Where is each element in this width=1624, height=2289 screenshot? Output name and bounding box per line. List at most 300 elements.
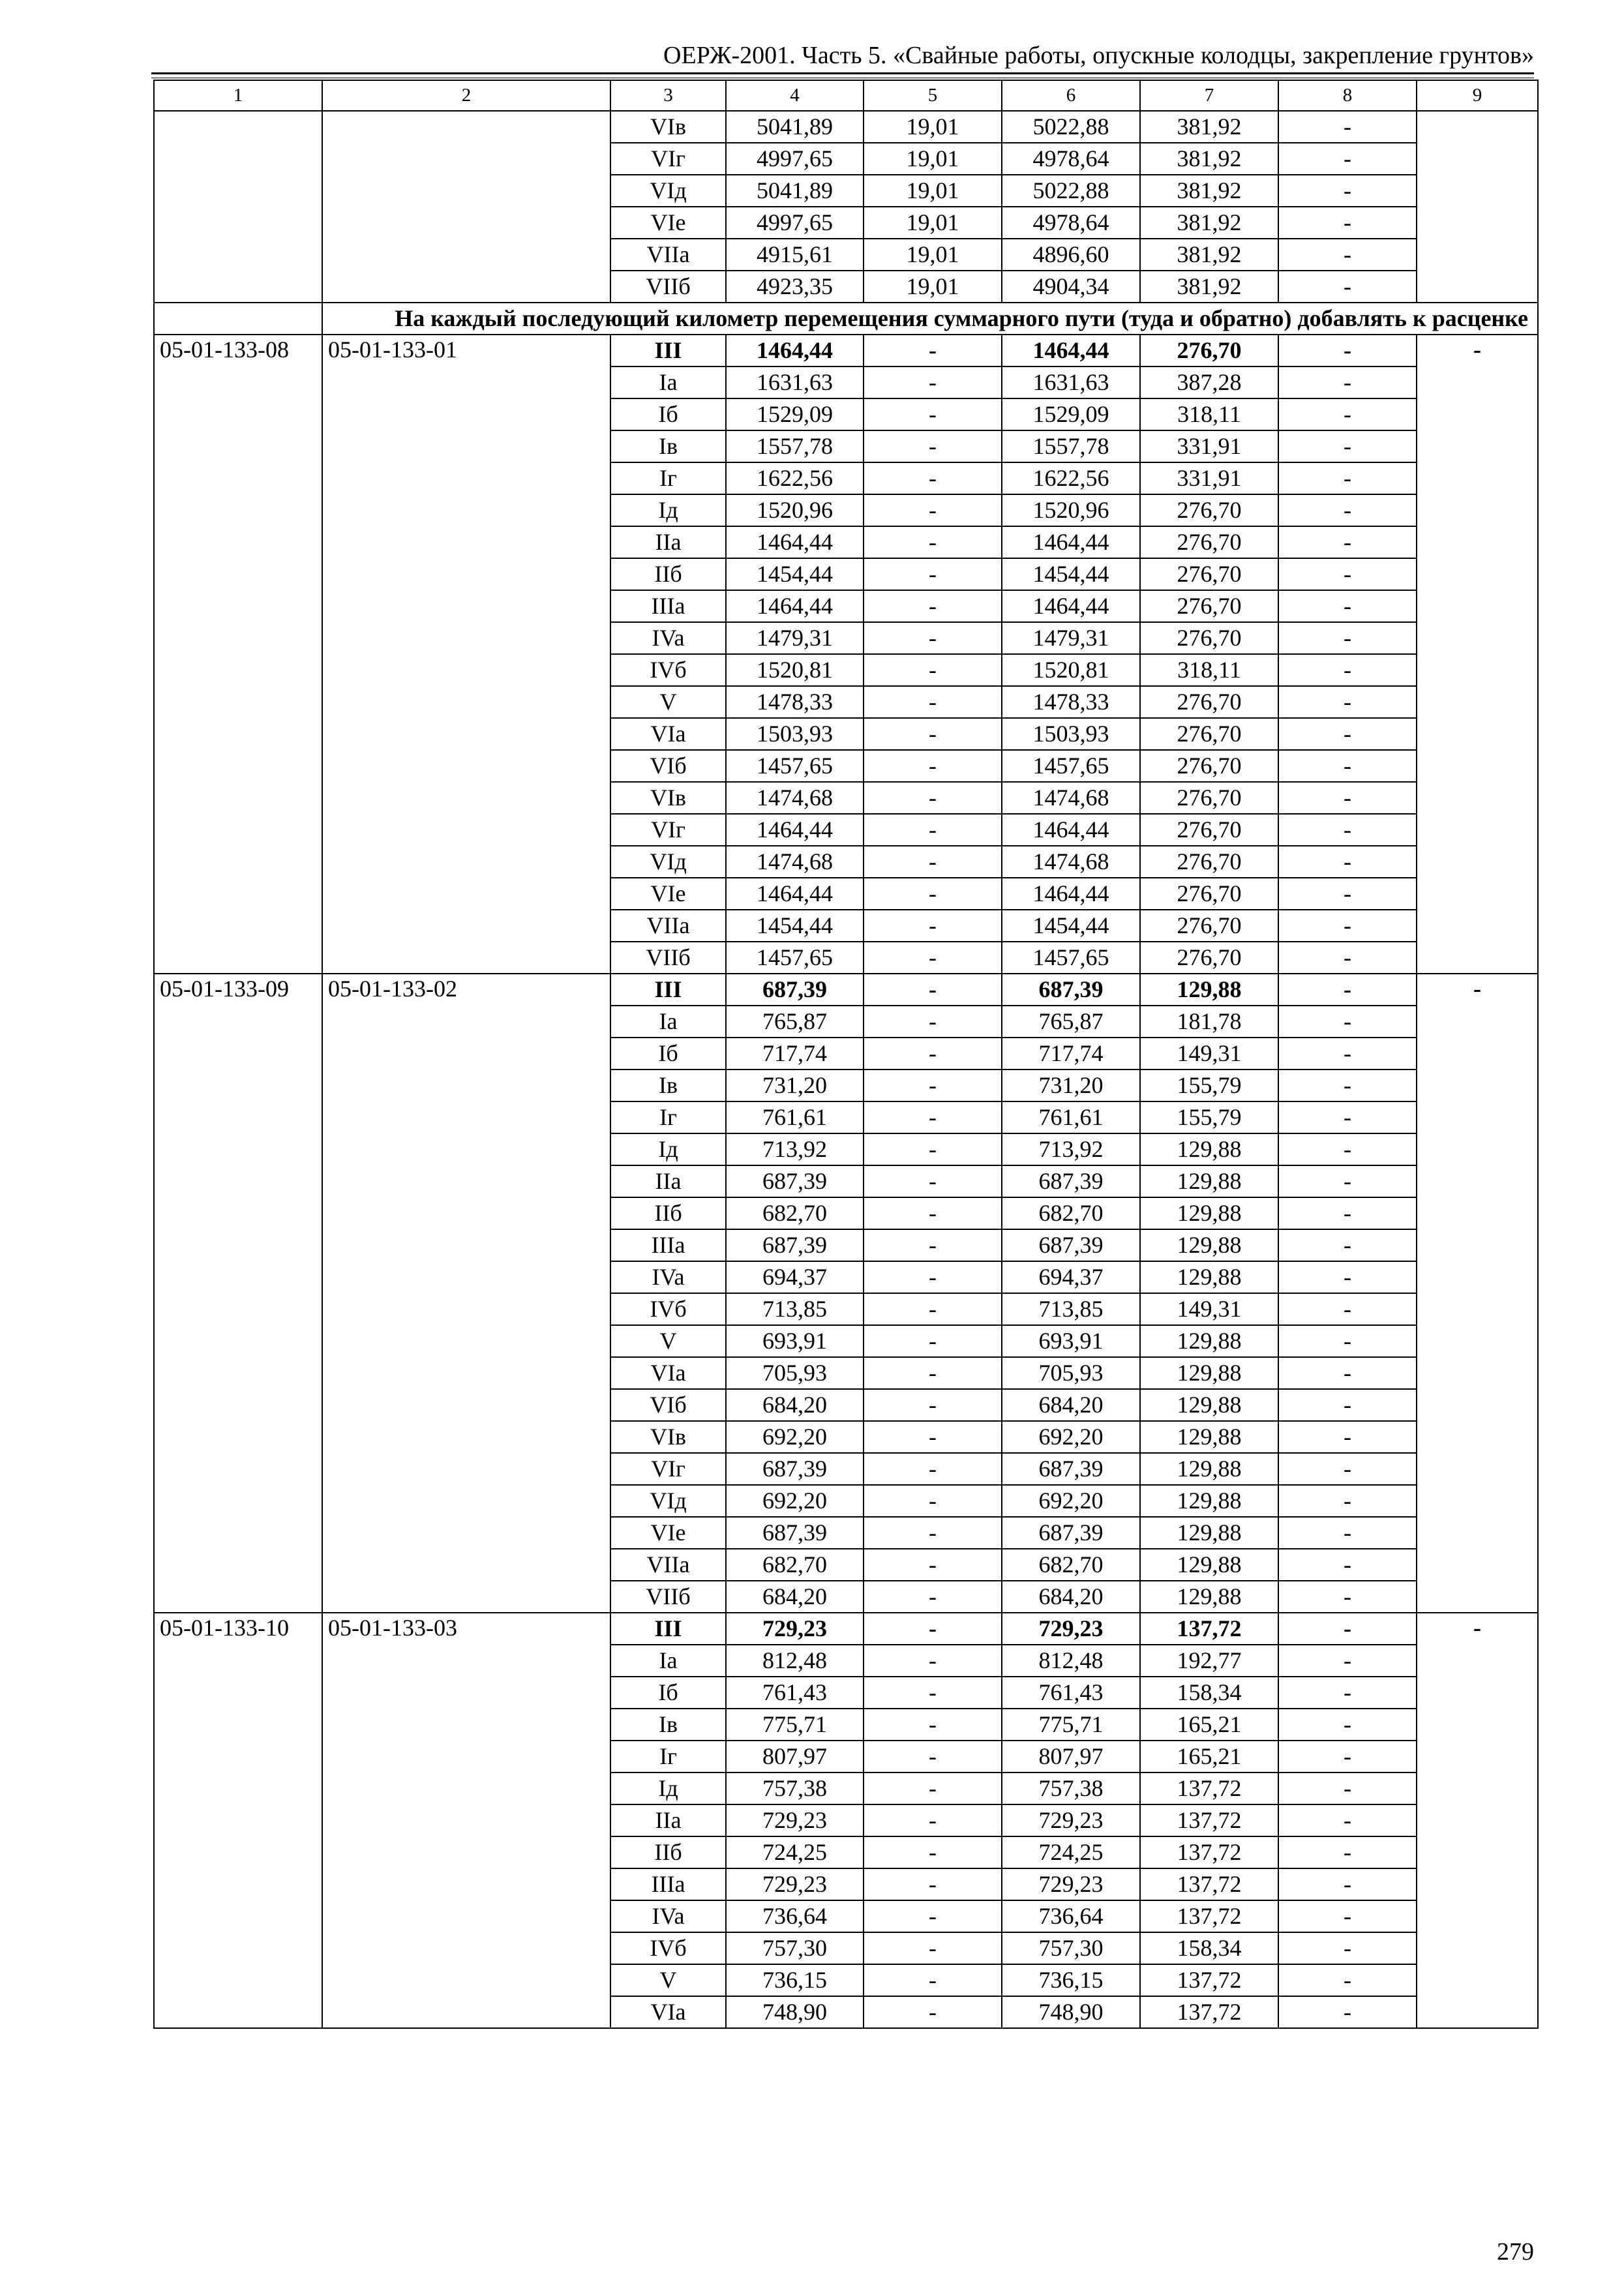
- materials-cost-cell: 761,61: [1002, 1101, 1140, 1133]
- grade-cell: VIa: [610, 718, 726, 750]
- grade-cell: VIe: [610, 207, 726, 239]
- running-header: ОЕРЖ-2001. Часть 5. «Свайные работы, опускные колодцы, закрепление грунтов»: [663, 42, 1534, 69]
- materials-cost-cell: 1631,63: [1002, 367, 1140, 398]
- grade-cell: IIIa: [610, 1229, 726, 1261]
- machine-cost-cell: -: [864, 1453, 1002, 1485]
- column-number-cell: 2: [322, 80, 610, 111]
- materials-cost-cell: 1474,68: [1002, 846, 1140, 878]
- machine-cost-cell: -: [864, 750, 1002, 782]
- materials-cost-cell: 684,20: [1002, 1581, 1140, 1613]
- extra-cost-cell: -: [1278, 1773, 1417, 1804]
- labour-cost-cell: 381,92: [1140, 271, 1278, 303]
- grade-cell: IVб: [610, 1932, 726, 1964]
- grade-cell: VIIб: [610, 271, 726, 303]
- extra-cost-cell: -: [1278, 1485, 1417, 1517]
- materials-cost-cell: 1557,78: [1002, 430, 1140, 462]
- extra-cost-cell: -: [1278, 1996, 1417, 2028]
- grade-cell: Iд: [610, 1773, 726, 1804]
- materials-cost-cell: 1454,44: [1002, 910, 1140, 942]
- machine-cost-cell: -: [864, 1006, 1002, 1038]
- direct-cost-cell: 1631,63: [726, 367, 864, 398]
- machine-cost-cell: -: [864, 1677, 1002, 1709]
- materials-cost-cell: 684,20: [1002, 1389, 1140, 1421]
- materials-cost-cell: 1503,93: [1002, 718, 1140, 750]
- grade-cell: IIa: [610, 1165, 726, 1197]
- labour-cost-cell: 137,72: [1140, 1900, 1278, 1932]
- extra-cost-cell: -: [1278, 1261, 1417, 1293]
- labour-cost-cell: 276,70: [1140, 590, 1278, 622]
- materials-cost-cell: 713,85: [1002, 1293, 1140, 1325]
- grade-cell: IVa: [610, 622, 726, 654]
- direct-cost-cell: 687,39: [726, 1517, 864, 1549]
- direct-cost-cell: 693,91: [726, 1325, 864, 1357]
- direct-cost-cell: 692,20: [726, 1421, 864, 1453]
- labour-cost-cell: 137,72: [1140, 1964, 1278, 1996]
- extra-cost-cell: -: [1278, 207, 1417, 239]
- machine-cost-cell: -: [864, 494, 1002, 526]
- machine-cost-cell: -: [864, 1804, 1002, 1836]
- direct-cost-cell: 1478,33: [726, 686, 864, 718]
- grade-cell: V: [610, 686, 726, 718]
- extra-cost-cell: -: [1278, 1293, 1417, 1325]
- extra-cost-cell: -: [1278, 1165, 1417, 1197]
- labour-cost-cell: 381,92: [1140, 239, 1278, 271]
- direct-cost-cell: 684,20: [726, 1389, 864, 1421]
- labour-cost-cell: 155,79: [1140, 1070, 1278, 1101]
- extra-cost-cell: -: [1278, 143, 1417, 175]
- direct-cost-cell: 812,48: [726, 1645, 864, 1677]
- grade-cell: VIв: [610, 782, 726, 814]
- direct-cost-cell: 713,85: [726, 1293, 864, 1325]
- labour-cost-cell: 276,70: [1140, 942, 1278, 974]
- extra-cost-cell: -: [1278, 1325, 1417, 1357]
- direct-cost-cell: 1464,44: [726, 590, 864, 622]
- grade-cell: IIIa: [610, 1868, 726, 1900]
- extra-cost-cell: -: [1278, 1229, 1417, 1261]
- machine-cost-cell: -: [864, 1357, 1002, 1389]
- rate-code-cell: 05-01-133-10: [154, 1613, 322, 2028]
- extra-cost-cell: -: [1278, 1964, 1417, 1996]
- labour-cost-cell: 331,91: [1140, 462, 1278, 494]
- extra-cost-cell: -: [1278, 1357, 1417, 1389]
- column-number-cell: 1: [154, 80, 322, 111]
- grade-cell: Iв: [610, 1070, 726, 1101]
- machine-cost-cell: -: [864, 1133, 1002, 1165]
- labour-cost-cell: 137,72: [1140, 1996, 1278, 2028]
- column-number-row: [154, 80, 1538, 111]
- grade-cell: VIб: [610, 750, 726, 782]
- extra-cost-cell: -: [1278, 1900, 1417, 1932]
- labour-cost-cell: 129,88: [1140, 1549, 1278, 1581]
- materials-cost-cell: 748,90: [1002, 1996, 1140, 2028]
- direct-cost-cell: 1464,44: [726, 526, 864, 558]
- labour-cost-cell: 158,34: [1140, 1677, 1278, 1709]
- materials-cost-cell: 1622,56: [1002, 462, 1140, 494]
- direct-cost-cell: 1474,68: [726, 846, 864, 878]
- labour-cost-cell: 276,70: [1140, 718, 1278, 750]
- code-cell-empty: [154, 111, 322, 303]
- extra-cost-cell: -: [1278, 1836, 1417, 1868]
- extra-cost-cell: -: [1278, 942, 1417, 974]
- labour-cost-cell: 181,78: [1140, 1006, 1278, 1038]
- grade-cell: IVб: [610, 1293, 726, 1325]
- grade-cell: VIв: [610, 1421, 726, 1453]
- materials-cost-cell: 4978,64: [1002, 207, 1140, 239]
- grade-cell: Ia: [610, 367, 726, 398]
- note-indent-cell: [154, 303, 322, 335]
- direct-cost-cell: 757,38: [726, 1773, 864, 1804]
- grade-cell: Iг: [610, 1741, 726, 1773]
- materials-cost-cell: 757,30: [1002, 1932, 1140, 1964]
- direct-cost-cell: 705,93: [726, 1357, 864, 1389]
- direct-cost-cell: 1464,44: [726, 878, 864, 910]
- labour-cost-cell: 276,70: [1140, 910, 1278, 942]
- extra-cost-cell: -: [1278, 398, 1417, 430]
- direct-cost-cell: 1464,44: [726, 335, 864, 367]
- labour-cost-cell: 149,31: [1140, 1293, 1278, 1325]
- machine-cost-cell: -: [864, 974, 1002, 1006]
- direct-cost-cell: 682,70: [726, 1549, 864, 1581]
- grade-cell: VIa: [610, 1357, 726, 1389]
- column-number-cell: 7: [1140, 80, 1278, 111]
- materials-cost-cell: 1464,44: [1002, 814, 1140, 846]
- column-number-cell: 8: [1278, 80, 1417, 111]
- labour-cost-cell: 137,72: [1140, 1804, 1278, 1836]
- direct-cost-cell: 729,23: [726, 1613, 864, 1645]
- grade-cell: VIe: [610, 1517, 726, 1549]
- machine-cost-cell: -: [864, 1581, 1002, 1613]
- direct-cost-cell: 687,39: [726, 974, 864, 1006]
- materials-cost-cell: 1464,44: [1002, 878, 1140, 910]
- machine-cost-cell: 19,01: [864, 143, 1002, 175]
- labour-cost-cell: 331,91: [1140, 430, 1278, 462]
- extra-cost-cell: -: [1278, 814, 1417, 846]
- materials-cost-cell: 4896,60: [1002, 239, 1140, 271]
- grade-cell: IIa: [610, 1804, 726, 1836]
- direct-cost-cell: 687,39: [726, 1453, 864, 1485]
- materials-cost-cell: 692,20: [1002, 1485, 1140, 1517]
- materials-cost-cell: 5022,88: [1002, 111, 1140, 143]
- direct-cost-cell: 1503,93: [726, 718, 864, 750]
- labour-cost-cell: 276,70: [1140, 782, 1278, 814]
- materials-cost-cell: 812,48: [1002, 1645, 1140, 1677]
- materials-cost-cell: 775,71: [1002, 1709, 1140, 1741]
- column-number-cell: 6: [1002, 80, 1140, 111]
- direct-cost-cell: 1454,44: [726, 558, 864, 590]
- direct-cost-cell: 765,87: [726, 1006, 864, 1038]
- labour-cost-cell: 276,70: [1140, 526, 1278, 558]
- extra-cost-cell: -: [1278, 590, 1417, 622]
- labour-cost-cell: 129,88: [1140, 1517, 1278, 1549]
- grade-cell: VIIб: [610, 942, 726, 974]
- materials-cost-cell: 687,39: [1002, 1517, 1140, 1549]
- grade-cell: VIIa: [610, 1549, 726, 1581]
- grade-cell: Iд: [610, 494, 726, 526]
- column-9-cell: -: [1417, 1613, 1538, 2028]
- direct-cost-cell: 729,23: [726, 1868, 864, 1900]
- extra-cost-cell: -: [1278, 1645, 1417, 1677]
- direct-cost-cell: 1520,96: [726, 494, 864, 526]
- grade-cell: VIб: [610, 1389, 726, 1421]
- extra-cost-cell: -: [1278, 239, 1417, 271]
- grade-cell: Iг: [610, 462, 726, 494]
- labour-cost-cell: 137,72: [1140, 1773, 1278, 1804]
- labour-cost-cell: 137,72: [1140, 1836, 1278, 1868]
- machine-cost-cell: -: [864, 782, 1002, 814]
- extra-cost-cell: -: [1278, 1868, 1417, 1900]
- labour-cost-cell: 165,21: [1140, 1741, 1278, 1773]
- direct-cost-cell: 1622,56: [726, 462, 864, 494]
- materials-cost-cell: 713,92: [1002, 1133, 1140, 1165]
- labour-cost-cell: 381,92: [1140, 175, 1278, 207]
- labour-cost-cell: 381,92: [1140, 111, 1278, 143]
- labour-cost-cell: 129,88: [1140, 1165, 1278, 1197]
- labour-cost-cell: 276,70: [1140, 622, 1278, 654]
- grade-cell: Iг: [610, 1101, 726, 1133]
- materials-cost-cell: 705,93: [1002, 1357, 1140, 1389]
- materials-cost-cell: 4978,64: [1002, 143, 1140, 175]
- labour-cost-cell: 129,88: [1140, 974, 1278, 1006]
- direct-cost-cell: 748,90: [726, 1996, 864, 2028]
- direct-cost-cell: 687,39: [726, 1229, 864, 1261]
- machine-cost-cell: -: [864, 1101, 1002, 1133]
- materials-cost-cell: 1520,81: [1002, 654, 1140, 686]
- machine-cost-cell: -: [864, 1229, 1002, 1261]
- direct-cost-cell: 775,71: [726, 1709, 864, 1741]
- machine-cost-cell: -: [864, 1485, 1002, 1517]
- grade-cell: Iб: [610, 1677, 726, 1709]
- extra-cost-cell: -: [1278, 1932, 1417, 1964]
- materials-cost-cell: 1529,09: [1002, 398, 1140, 430]
- extra-cost-cell: -: [1278, 1549, 1417, 1581]
- grade-cell: Iв: [610, 430, 726, 462]
- extra-cost-cell: -: [1278, 1741, 1417, 1773]
- machine-cost-cell: -: [864, 718, 1002, 750]
- direct-cost-cell: 4915,61: [726, 239, 864, 271]
- grade-cell: IIб: [610, 1197, 726, 1229]
- materials-cost-cell: 682,70: [1002, 1197, 1140, 1229]
- extra-cost-cell: -: [1278, 1389, 1417, 1421]
- direct-cost-cell: 1520,81: [726, 654, 864, 686]
- machine-cost-cell: -: [864, 367, 1002, 398]
- direct-cost-cell: 757,30: [726, 1932, 864, 1964]
- materials-cost-cell: 724,25: [1002, 1836, 1140, 1868]
- grade-cell: IIб: [610, 558, 726, 590]
- machine-cost-cell: -: [864, 1197, 1002, 1229]
- table-row: [154, 974, 1538, 1006]
- grade-cell: III: [610, 335, 726, 367]
- machine-cost-cell: -: [864, 1741, 1002, 1773]
- machine-cost-cell: -: [864, 1613, 1002, 1645]
- extra-cost-cell: -: [1278, 462, 1417, 494]
- labour-cost-cell: 165,21: [1140, 1709, 1278, 1741]
- materials-cost-cell: 687,39: [1002, 1229, 1140, 1261]
- extra-cost-cell: -: [1278, 1709, 1417, 1741]
- table-row: [154, 111, 1538, 143]
- materials-cost-cell: 736,64: [1002, 1900, 1140, 1932]
- extra-cost-cell: -: [1278, 1133, 1417, 1165]
- materials-cost-cell: 717,74: [1002, 1038, 1140, 1070]
- direct-cost-cell: 729,23: [726, 1804, 864, 1836]
- materials-cost-cell: 687,39: [1002, 974, 1140, 1006]
- grade-cell: IIIa: [610, 590, 726, 622]
- machine-cost-cell: -: [864, 335, 1002, 367]
- machine-cost-cell: -: [864, 1900, 1002, 1932]
- direct-cost-cell: 684,20: [726, 1581, 864, 1613]
- materials-cost-cell: 761,43: [1002, 1677, 1140, 1709]
- machine-cost-cell: -: [864, 1038, 1002, 1070]
- labour-cost-cell: 149,31: [1140, 1038, 1278, 1070]
- grade-cell: VIд: [610, 1485, 726, 1517]
- direct-cost-cell: 692,20: [726, 1485, 864, 1517]
- materials-cost-cell: 682,70: [1002, 1549, 1140, 1581]
- grade-cell: VIг: [610, 814, 726, 846]
- machine-cost-cell: -: [864, 910, 1002, 942]
- grade-cell: Iб: [610, 1038, 726, 1070]
- extra-cost-cell: -: [1278, 1613, 1417, 1645]
- machine-cost-cell: -: [864, 526, 1002, 558]
- materials-cost-cell: 1464,44: [1002, 590, 1140, 622]
- materials-cost-cell: 736,15: [1002, 1964, 1140, 1996]
- machine-cost-cell: -: [864, 846, 1002, 878]
- extra-cost-cell: -: [1278, 1453, 1417, 1485]
- extra-cost-cell: -: [1278, 910, 1417, 942]
- note-row: [154, 303, 1538, 335]
- labour-cost-cell: 158,34: [1140, 1932, 1278, 1964]
- extra-cost-cell: -: [1278, 111, 1417, 143]
- direct-cost-cell: 682,70: [726, 1197, 864, 1229]
- direct-cost-cell: 736,64: [726, 1900, 864, 1932]
- direct-cost-cell: 687,39: [726, 1165, 864, 1197]
- labour-cost-cell: 129,88: [1140, 1389, 1278, 1421]
- machine-cost-cell: 19,01: [864, 111, 1002, 143]
- grade-cell: IVб: [610, 654, 726, 686]
- extra-cost-cell: -: [1278, 271, 1417, 303]
- direct-cost-cell: 736,15: [726, 1964, 864, 1996]
- materials-cost-cell: 1479,31: [1002, 622, 1140, 654]
- machine-cost-cell: -: [864, 1773, 1002, 1804]
- machine-cost-cell: -: [864, 398, 1002, 430]
- extra-cost-cell: -: [1278, 1197, 1417, 1229]
- base-rate-code-cell: 05-01-133-03: [322, 1613, 610, 2028]
- extra-cost-cell: -: [1278, 686, 1417, 718]
- machine-cost-cell: -: [864, 430, 1002, 462]
- column-number-cell: 5: [864, 80, 1002, 111]
- labour-cost-cell: 276,70: [1140, 814, 1278, 846]
- direct-cost-cell: 4923,35: [726, 271, 864, 303]
- direct-cost-cell: 1529,09: [726, 398, 864, 430]
- extra-cost-cell: -: [1278, 175, 1417, 207]
- extra-cost-cell: -: [1278, 1677, 1417, 1709]
- column-number-cell: 3: [610, 80, 726, 111]
- direct-cost-cell: 1454,44: [726, 910, 864, 942]
- machine-cost-cell: -: [864, 1421, 1002, 1453]
- machine-cost-cell: -: [864, 1293, 1002, 1325]
- extra-cost-cell: -: [1278, 654, 1417, 686]
- direct-cost-cell: 694,37: [726, 1261, 864, 1293]
- extra-cost-cell: -: [1278, 1804, 1417, 1836]
- rate-code-cell: 05-01-133-08: [154, 335, 322, 974]
- grade-cell: IIa: [610, 526, 726, 558]
- extra-cost-cell: -: [1278, 750, 1417, 782]
- extra-cost-cell: -: [1278, 558, 1417, 590]
- machine-cost-cell: -: [864, 1645, 1002, 1677]
- direct-cost-cell: 761,43: [726, 1677, 864, 1709]
- materials-cost-cell: 1457,65: [1002, 750, 1140, 782]
- machine-cost-cell: 19,01: [864, 175, 1002, 207]
- grade-cell: Iб: [610, 398, 726, 430]
- labour-cost-cell: 276,70: [1140, 335, 1278, 367]
- labour-cost-cell: 381,92: [1140, 143, 1278, 175]
- grade-cell: IVa: [610, 1900, 726, 1932]
- direct-cost-cell: 731,20: [726, 1070, 864, 1101]
- materials-cost-cell: 807,97: [1002, 1741, 1140, 1773]
- header-rule-thick: [151, 72, 1534, 74]
- rates-table: [153, 80, 1539, 2029]
- grade-cell: IIб: [610, 1836, 726, 1868]
- column-number-cell: 9: [1417, 80, 1538, 111]
- grade-cell: VIe: [610, 878, 726, 910]
- labour-cost-cell: 129,88: [1140, 1229, 1278, 1261]
- extra-cost-cell: -: [1278, 1517, 1417, 1549]
- column-9-cell: -: [1417, 974, 1538, 1613]
- materials-cost-cell: 1454,44: [1002, 558, 1140, 590]
- page-number: 279: [1497, 2238, 1534, 2266]
- labour-cost-cell: 129,88: [1140, 1485, 1278, 1517]
- grade-cell: VIa: [610, 1996, 726, 2028]
- machine-cost-cell: -: [864, 1517, 1002, 1549]
- grade-cell: VIд: [610, 175, 726, 207]
- grade-cell: Iв: [610, 1709, 726, 1741]
- column-number-cell: 4: [726, 80, 864, 111]
- materials-cost-cell: 5022,88: [1002, 175, 1140, 207]
- machine-cost-cell: -: [864, 1709, 1002, 1741]
- extra-cost-cell: -: [1278, 335, 1417, 367]
- machine-cost-cell: -: [864, 1165, 1002, 1197]
- grade-cell: VIг: [610, 143, 726, 175]
- grade-cell: VIIб: [610, 1581, 726, 1613]
- machine-cost-cell: -: [864, 654, 1002, 686]
- machine-cost-cell: -: [864, 814, 1002, 846]
- materials-cost-cell: 1464,44: [1002, 335, 1140, 367]
- extra-cost-cell: -: [1278, 1070, 1417, 1101]
- direct-cost-cell: 807,97: [726, 1741, 864, 1773]
- direct-cost-cell: 1457,65: [726, 942, 864, 974]
- direct-cost-cell: 717,74: [726, 1038, 864, 1070]
- direct-cost-cell: 4997,65: [726, 207, 864, 239]
- machine-cost-cell: -: [864, 590, 1002, 622]
- labour-cost-cell: 276,70: [1140, 846, 1278, 878]
- extra-cost-cell: -: [1278, 782, 1417, 814]
- labour-cost-cell: 137,72: [1140, 1868, 1278, 1900]
- machine-cost-cell: -: [864, 1261, 1002, 1293]
- materials-cost-cell: 731,20: [1002, 1070, 1140, 1101]
- extra-cost-cell: -: [1278, 430, 1417, 462]
- grade-cell: VIIa: [610, 239, 726, 271]
- grade-cell: V: [610, 1964, 726, 1996]
- labour-cost-cell: 276,70: [1140, 686, 1278, 718]
- grade-cell: Ia: [610, 1006, 726, 1038]
- materials-cost-cell: 4904,34: [1002, 271, 1140, 303]
- extra-cost-cell: -: [1278, 526, 1417, 558]
- direct-cost-cell: 1464,44: [726, 814, 864, 846]
- labour-cost-cell: 276,70: [1140, 750, 1278, 782]
- direct-cost-cell: 1457,65: [726, 750, 864, 782]
- table-row: [154, 1613, 1538, 1645]
- labour-cost-cell: 276,70: [1140, 558, 1278, 590]
- machine-cost-cell: -: [864, 686, 1002, 718]
- materials-cost-cell: 1457,65: [1002, 942, 1140, 974]
